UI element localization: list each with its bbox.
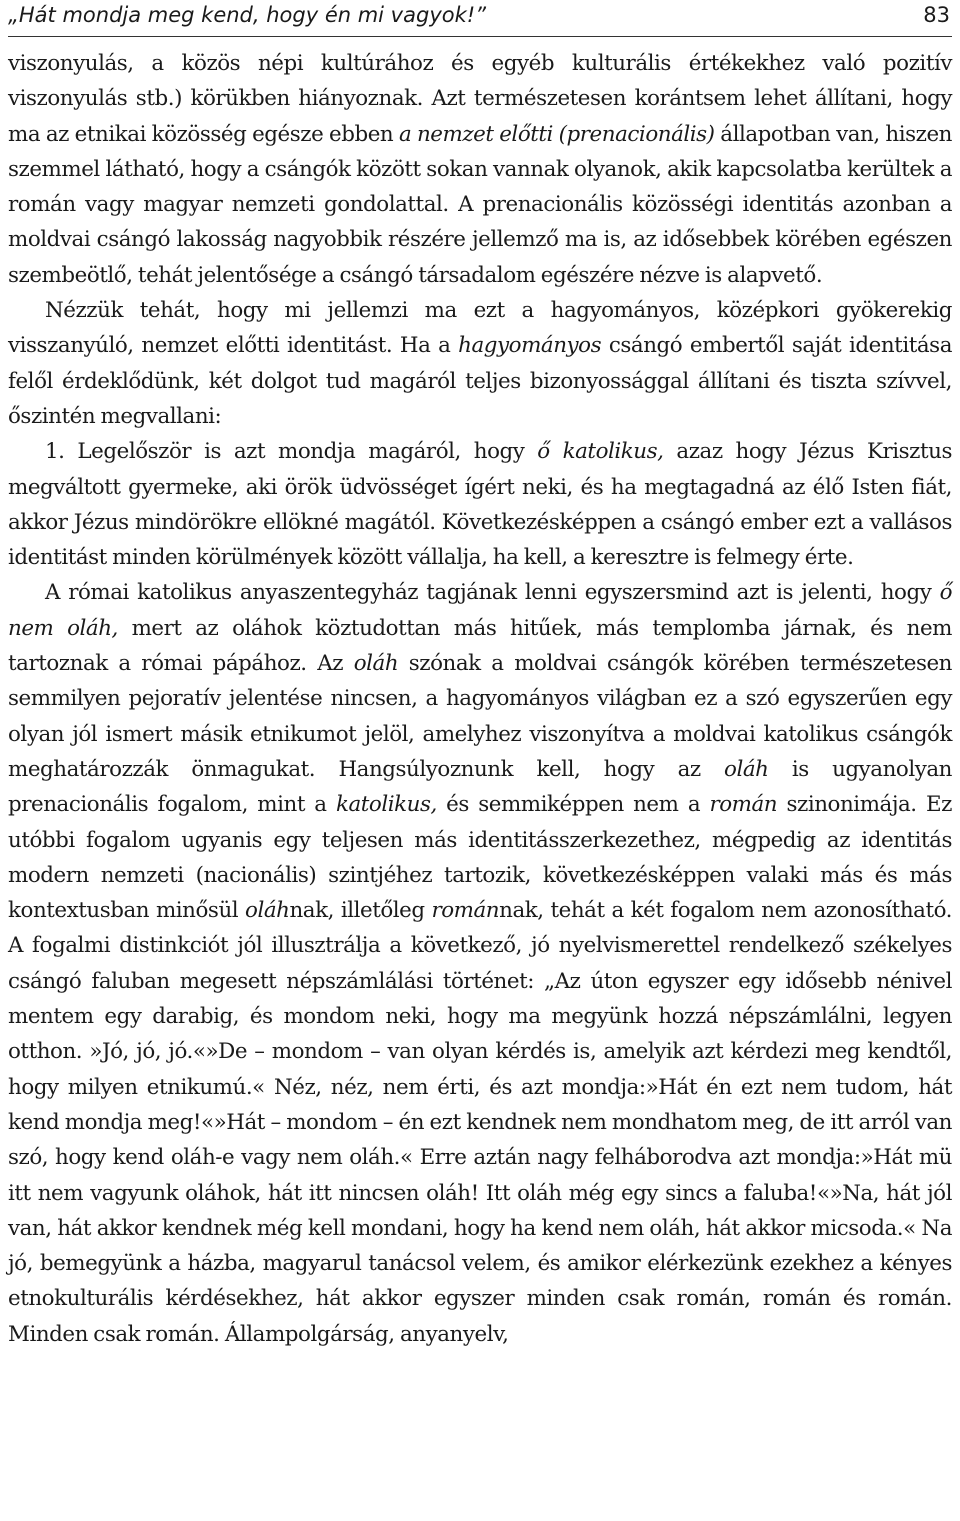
- italic-run: oláh: [353, 651, 399, 677]
- text-run: 1. Legelőször is azt mondja magáról, hogy: [45, 439, 538, 465]
- italic-run: ő nem oláh,: [8, 580, 952, 641]
- text-run: nak, illetőleg: [289, 898, 432, 924]
- text-run: viszonyulás, a közös népi kultúrához és egyéb kulturális értékekhez való pozitív viszonyulás stb.) körükben hiányoznak. Azt természetesen korántsem lehet állítani, hogy ma az etnikai közösség egésze ebben: [8, 51, 952, 147]
- text-run: állapotban van, hiszen szemmel látható, hogy a csángók között sokan vannak olyanok, akik kapcsolatba kerültek a román vagy magyar nemzeti gondolattal. A prenacionális közösségi identitás azonban a moldvai csángó lakosság nagyobbik részére jellemző ma is, az idősebbek körében egészen szembeötlő, tehát jelentősége a csángó társadalom egészére nézve is alapvető.: [8, 121, 953, 288]
- italic-run: katolikus,: [335, 792, 437, 818]
- text-run: azaz hogy Jézus Krisztus megváltott gyermeke, aki örök üdvösséget ígért neki, és ha megtagadná az élő Isten fiát, akkor Jézus mindörökre ellökné magától. Következésképpen a csángó ember ezt a vallásos identitást minden körülmények között vállalja, ha kell, a keresztre is felmegy érte.: [8, 439, 953, 571]
- header-divider: [8, 36, 952, 37]
- italic-run: a nemzet előtti (prenacionális): [398, 121, 715, 147]
- text-run: csángó embertől saját identitása felől érdeklődünk, két dolgot tud magáról teljes bizonyossággal állítani és tiszta szívvel, őszintén megvallani:: [8, 333, 952, 429]
- text-run: A római katolikus anyaszentegyház tagjának lenni egyszersmind azt is jelenti, hogy: [45, 580, 940, 606]
- text-run: szónak a moldvai csángók körében természetesen semmilyen pejoratív jelentése nincsen, a hagyományos világban ez a szó egyszerűen egy olyan jól ismert másik etnikumot jelöl, amelyhez viszonyítva a moldvai katolikus csángók meghatározzák önmagukat. Hangsúlyoznunk kell, hogy az: [8, 651, 953, 782]
- paragraph-catholic: [8, 434, 952, 575]
- body-text: [8, 46, 952, 1352]
- text-run: szinonimája. Ez utóbbi fogalom ugyanis egy teljesen más identitásszerkezethez, mégpedig az identitás modern nemzeti (nacionális) szintjéhez tartozik, következésképpen valaki más és más kontextusban minősül: [8, 792, 952, 924]
- text-run: nak, tehát a két fogalom nem azonosítható. A fogalmi distinkciót jól illusztrálja a következő, jó nyelvismerettel rendelkező székelyes csángó faluban megesett népszámlálási történet: „Az úton egyszer egy idősebb nénivel mentem egy darabig, és mondom neki, hogy ma megyünk hozzá népszámlálni, legyen otthon. »Jó, jó, jó.«»De – mondom – van olyan kérdés is, amelyik azt kérdezi meg kendtől, hogy milyen etnikumú.« Néz, néz, nem érti, és azt mondja:»Hát én ezt nem tudom, hát kend mondja meg!«»Hát – mondom – én ezt kendnek nem mondhatom meg, de itt arról van szó, hogy kend oláh-e vagy nem oláh.« Erre aztán nagy felháborodva azt mondja:»Hát mü itt nem vagyunk oláhok, hát itt nincsen oláh! Itt oláh még egy sincs a faluba!«»Na, hát jól van, hát akkor kendnek még kell mondani, hogy ha kend nem oláh, hát akkor micsoda.« Na jó, bemegyünk a házba, magyarul tanácsol velem, és amikor elérkezünk ezekhez a kényes etnokulturális kérdésekhez, hát akkor egyszer minden csak román, román és román. Minden csak román. Állampolgárság, anyanyelv,: [8, 898, 953, 1347]
- italic-run: oláh: [245, 898, 290, 924]
- page-number: 83: [923, 3, 950, 27]
- italic-run: román: [709, 792, 778, 818]
- text-run: Nézzük tehát, hogy mi jellemzi ma ezt a hagyományos, középkori gyökerekig visszanyúló, nemzet előtti identitást. Ha a: [8, 298, 952, 359]
- paragraph-identity-intro: [8, 293, 952, 434]
- running-header: [8, 0, 952, 34]
- text-run: és semmiképpen nem a: [436, 792, 710, 818]
- italic-run: hagyományos: [458, 333, 602, 359]
- text-run: mert az oláhok köztudottan más hitűek, más templomba járnak, és nem tartoznak a római pápához. Az: [8, 615, 952, 677]
- italic-run: román: [431, 898, 500, 924]
- italic-run: oláh: [724, 756, 769, 782]
- paragraph-olah: [8, 575, 952, 1352]
- running-title: „Hát mondja meg kend, hogy én mi vagyok!”: [8, 3, 487, 27]
- italic-run: ő katolikus,: [537, 439, 664, 465]
- paragraph-continuation: [8, 46, 952, 293]
- text-run: is ugyanolyan prenacionális fogalom, mint a: [8, 756, 952, 818]
